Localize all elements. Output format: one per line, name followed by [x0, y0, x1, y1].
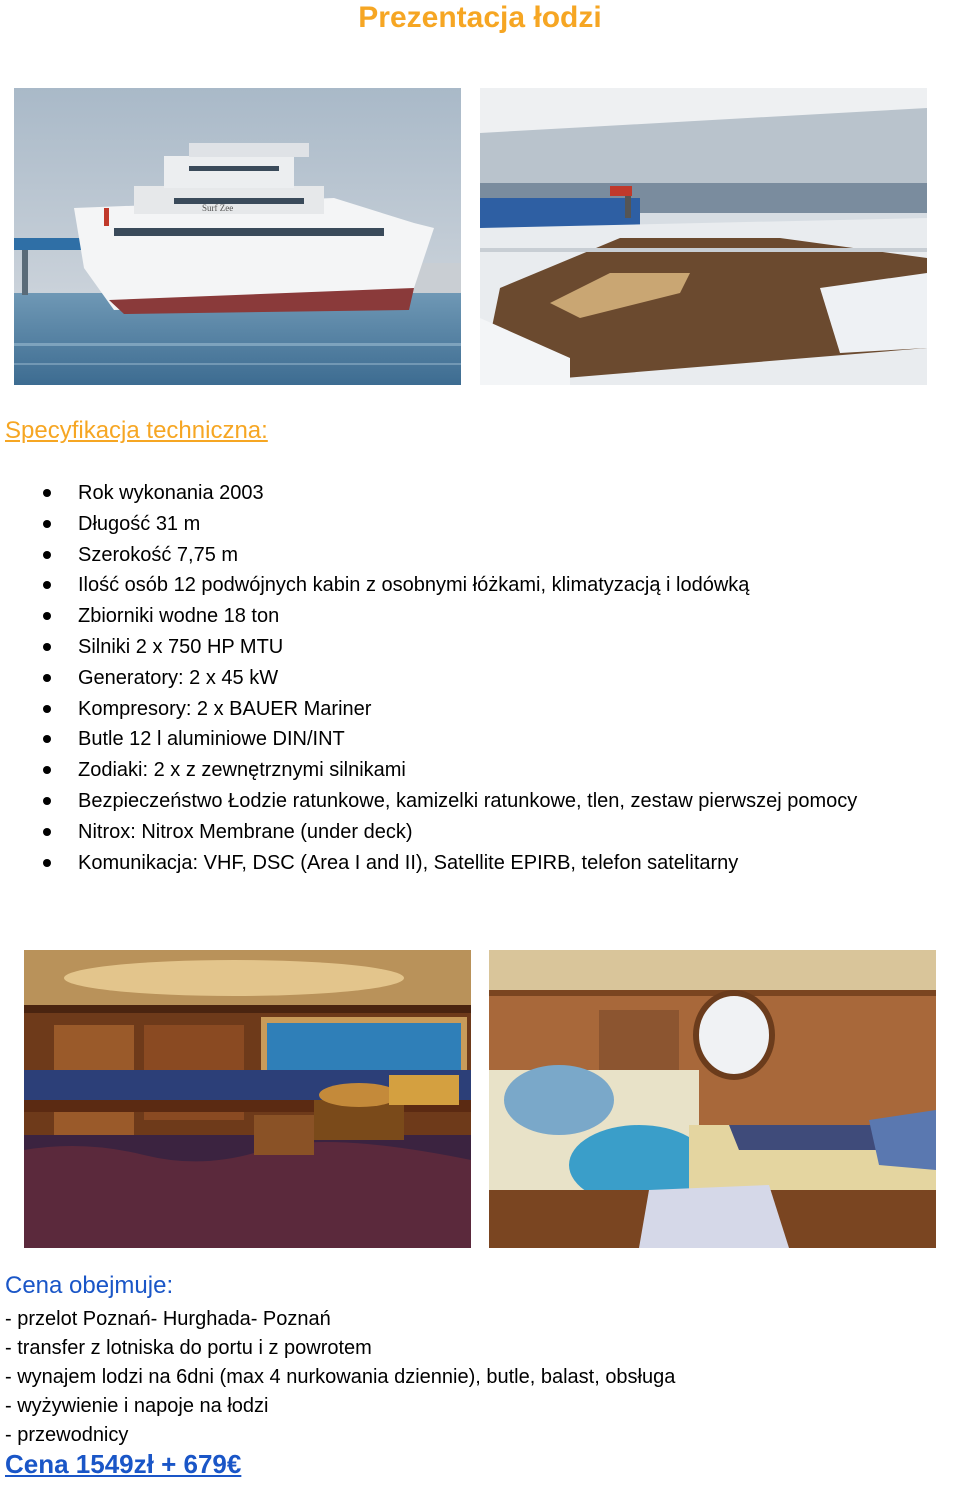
price-includes-list [5, 1305, 675, 1450]
bullet-icon [43, 859, 51, 867]
spec-list [0, 478, 956, 878]
bullet-icon [43, 828, 51, 836]
page-title: Prezentacja łodzi [358, 1, 602, 34]
spec-heading: Specyfikacja techniczna: [5, 417, 268, 444]
bullet-icon [43, 735, 51, 743]
yacht-name-plate: Surf Zee [202, 203, 234, 213]
spec-item: Ilość osób 12 podwójnych kabin z osobnymi łóżkami, klimatyzacją i lodówką [0, 570, 956, 601]
bullet-icon [43, 705, 51, 713]
price-line: - transfer z lotniska do portu i z powrotem [5, 1337, 372, 1359]
bullet-icon [43, 797, 51, 805]
price-total: Cena 1549zł + 679€ [5, 1449, 242, 1479]
yacht-photo [14, 88, 461, 385]
bullet-icon [43, 674, 51, 682]
price-line: - wyżywienie i napoje na łodzi [5, 1395, 269, 1417]
price-line: - wynajem lodzi na 6dni (max 4 nurkowania dziennie), butle, balast, obsługa [5, 1366, 676, 1388]
spec-item: Szerokość 7,75 m [0, 540, 956, 571]
bullet-icon [43, 551, 51, 559]
bullet-icon [43, 612, 51, 620]
spec-item: Bezpieczeństwo Łodzie ratunkowe, kamizelki ratunkowe, tlen, zestaw pierwszej pomocy [0, 786, 956, 817]
salon-photo [24, 950, 471, 1248]
spec-item: Butle 12 l aluminiowe DIN/INT [0, 724, 956, 755]
spec-item: Nitrox: Nitrox Membrane (under deck) [0, 817, 956, 848]
spec-item: Długość 31 m [0, 509, 956, 540]
price-heading: Cena obejmuje: [5, 1272, 174, 1299]
spec-item: Zodiaki: 2 x z zewnętrznymi silnikami [0, 755, 956, 786]
cabin-photo [489, 950, 936, 1248]
bullet-icon [43, 766, 51, 774]
deck-photo [480, 88, 927, 385]
bullet-icon [43, 520, 51, 528]
bullet-icon [43, 643, 51, 651]
spec-item: Komunikacja: VHF, DSC (Area I and II), Satellite EPIRB, telefon satelitarny [0, 848, 956, 879]
bullet-icon [43, 581, 51, 589]
spec-item: Generatory: 2 x 45 kW [0, 663, 956, 694]
bullet-icon [43, 489, 51, 497]
spec-item: Rok wykonania 2003 [0, 478, 956, 509]
spec-item: Zbiorniki wodne 18 ton [0, 601, 956, 632]
price-line: - przelot Poznań- Hurghada- Poznań [5, 1308, 331, 1330]
spec-item: Kompresory: 2 x BAUER Mariner [0, 694, 956, 725]
spec-item: Silniki 2 x 750 HP MTU [0, 632, 956, 663]
price-line: - przewodnicy [5, 1424, 129, 1446]
